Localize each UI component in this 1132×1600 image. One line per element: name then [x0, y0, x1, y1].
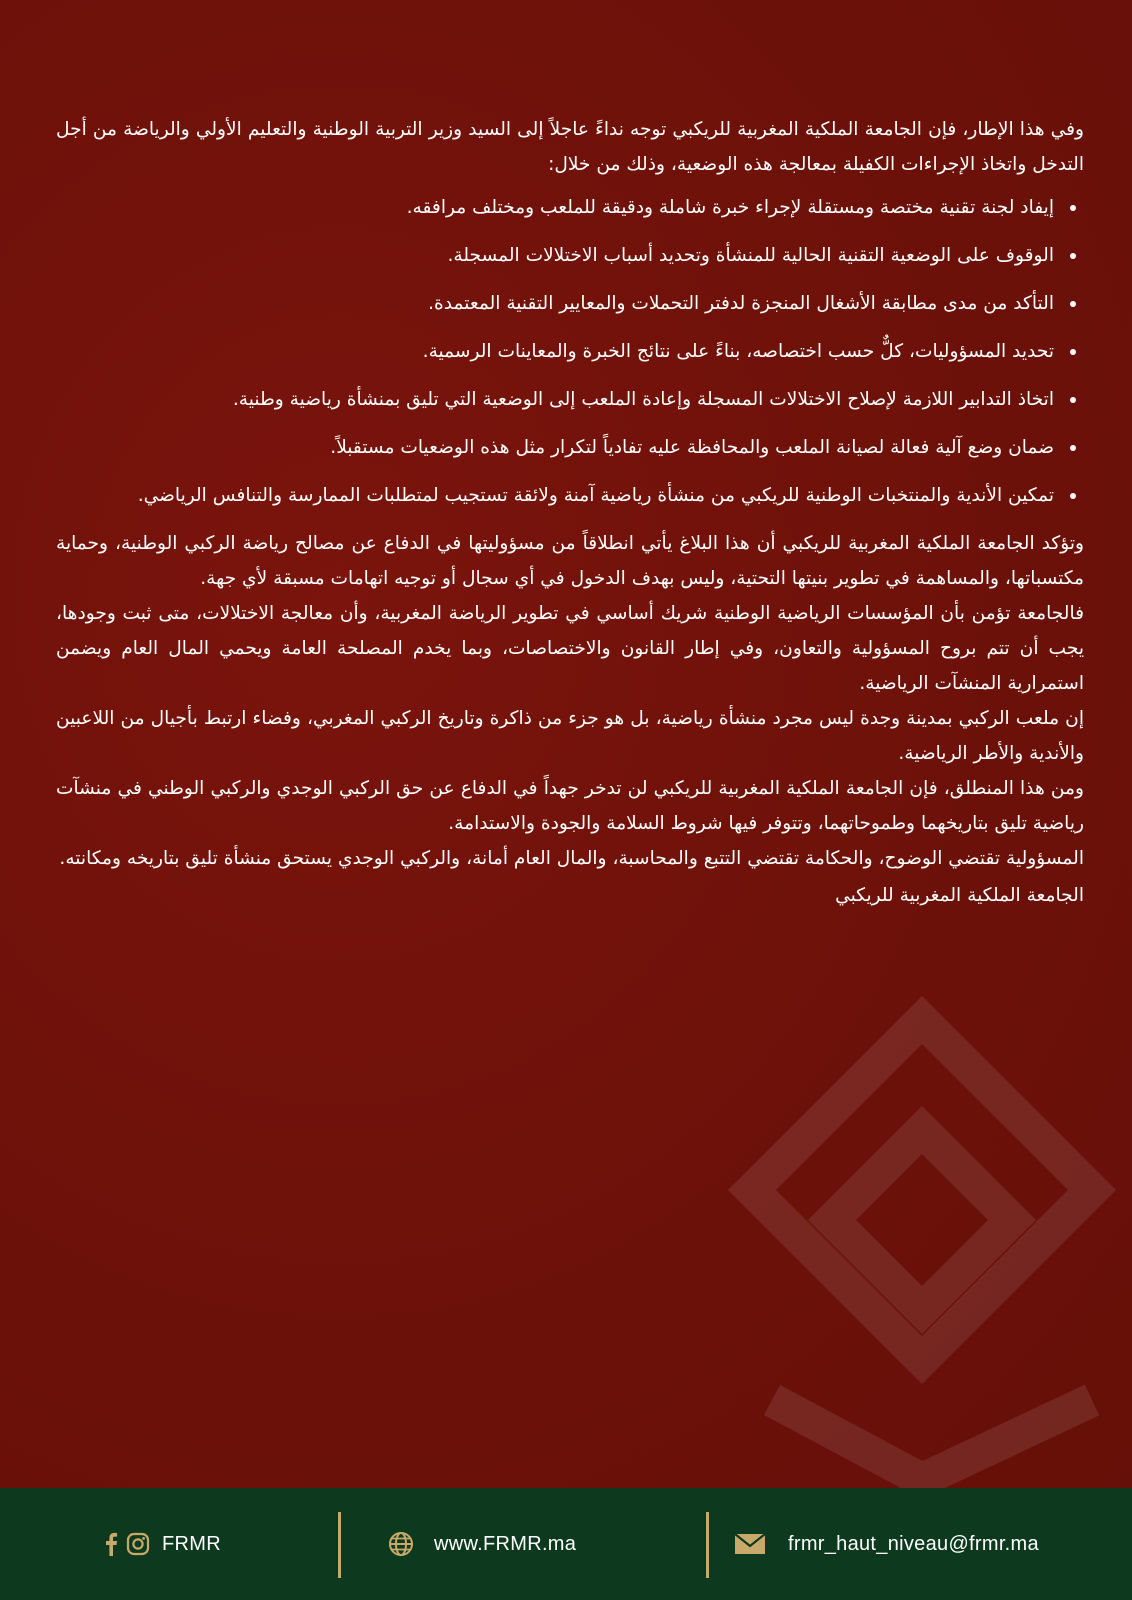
footer-divider — [706, 1512, 709, 1578]
social-group — [104, 1488, 221, 1600]
list-item: ضمان وضع آلية فعالة لصيانة الملعب والمحافظة عليه تفادياً لتكرار مثل هذه الوضعيات مستقبلاً. — [56, 430, 1054, 465]
social-handle: FRMR — [162, 1532, 221, 1555]
body-paragraph: المسؤولية تقتضي الوضوح، والحكامة تقتضي التتبع والمحاسبة، والمال العام أمانة، والركبي الوجدي يستحق منشأة تليق بتاريخه ومكانته. — [59, 848, 1084, 869]
facebook-icon[interactable] — [104, 1532, 118, 1556]
list-item: تمكين الأندية والمنتخبات الوطنية للريكبي من منشأة رياضية آمنة ولائقة تستجيب لمتطلبات الممارسة والتنافس الرياضي. — [56, 478, 1054, 513]
list-item: اتخاذ التدابير اللازمة لإصلاح الاختلالات المسجلة وإعادة الملعب إلى الوضعية التي تليق بمنشأة رياضية وطنية. — [56, 382, 1054, 417]
list-item: الوقوف على الوضعية التقنية الحالية للمنشأة وتحديد أسباب الاختلالات المسجلة. — [56, 238, 1054, 273]
website-link[interactable]: www.FRMR.ma — [434, 1532, 577, 1555]
signature: الجامعة الملكية المغربية للريكبي — [835, 885, 1084, 906]
background-pattern — [712, 980, 1132, 1488]
body-paragraph: فالجامعة تؤمن بأن المؤسسات الرياضية الوطنية شريك أساسي في تطوير الرياضة المغربية، وأن معالجة الاختلالات، متى ثبت وجودها، يجب أن تتم بروح المسؤولية والتعاون، وفي إطار القانون والاختصاصات، وبما يخدم المصلحة العامة ويحمي المال العام ويضمن استمرارية المنشآت الرياضية. — [56, 603, 1084, 694]
mail-icon — [734, 1533, 766, 1555]
body-paragraph: وتؤكد الجامعة الملكية المغربية للريكبي أن هذا البلاغ يأتي انطلاقاً من مسؤوليتها في الدفاع عن مصالح رياضة الركبي الوطنية، وحماية مكتسباتها، والمساهمة في تطوير بنيتها التحتية، وليس بهدف الدخول في أي سجال أو توجيه اتهامات مسبقة لأي جهة. — [56, 533, 1084, 589]
instagram-icon[interactable] — [126, 1532, 150, 1556]
body-paragraph: إن ملعب الركبي بمدينة وجدة ليس مجرد منشأة رياضية، بل هو جزء من ذاكرة وتاريخ الركبي المغربي، وفضاء ارتبط بأجيال من اللاعبين والأندية والأطر الرياضية. — [56, 708, 1084, 764]
footer-bar — [0, 1488, 1132, 1600]
footer-divider — [338, 1512, 341, 1578]
body-paragraph: ومن هذا المنطلق، فإن الجامعة الملكية المغربية للريكبي لن تدخر جهداً في الدفاع عن حق الركبي الوجدي والركبي الوطني في منشآت رياضية تليق بتاريخهما وطموحاتهما، وتتوفر فيها شروط السلامة والجودة والاستدامة. — [56, 778, 1084, 834]
website-group — [388, 1488, 576, 1600]
email-group — [734, 1488, 1039, 1600]
list-item: تحديد المسؤوليات، كلٌّ حسب اختصاصه، بناءً على نتائج الخبرة والمعاينات الرسمية. — [56, 334, 1054, 369]
intro-paragraph: وفي هذا الإطار، فإن الجامعة الملكية المغربية للريكبي توجه نداءً عاجلاً إلى السيد وزير التربية الوطنية والتعليم الأولي والرياضة من أجل التدخل واتخاذ الإجراءات الكفيلة بمعالجة هذه الوضعية، وذلك من خلال: — [56, 119, 1084, 175]
statement-body — [56, 112, 1084, 913]
list-item: التأكد من مدى مطابقة الأشغال المنجزة لدفتر التحملات والمعايير التقنية المعتمدة. — [56, 286, 1054, 321]
demands-list — [56, 190, 1084, 513]
globe-icon — [388, 1531, 414, 1557]
list-item: إيفاد لجنة تقنية مختصة ومستقلة لإجراء خبرة شاملة ودقيقة للملعب ومختلف مرافقه. — [56, 190, 1054, 225]
email-link[interactable]: frmr_haut_niveau@frmr.ma — [788, 1532, 1039, 1555]
